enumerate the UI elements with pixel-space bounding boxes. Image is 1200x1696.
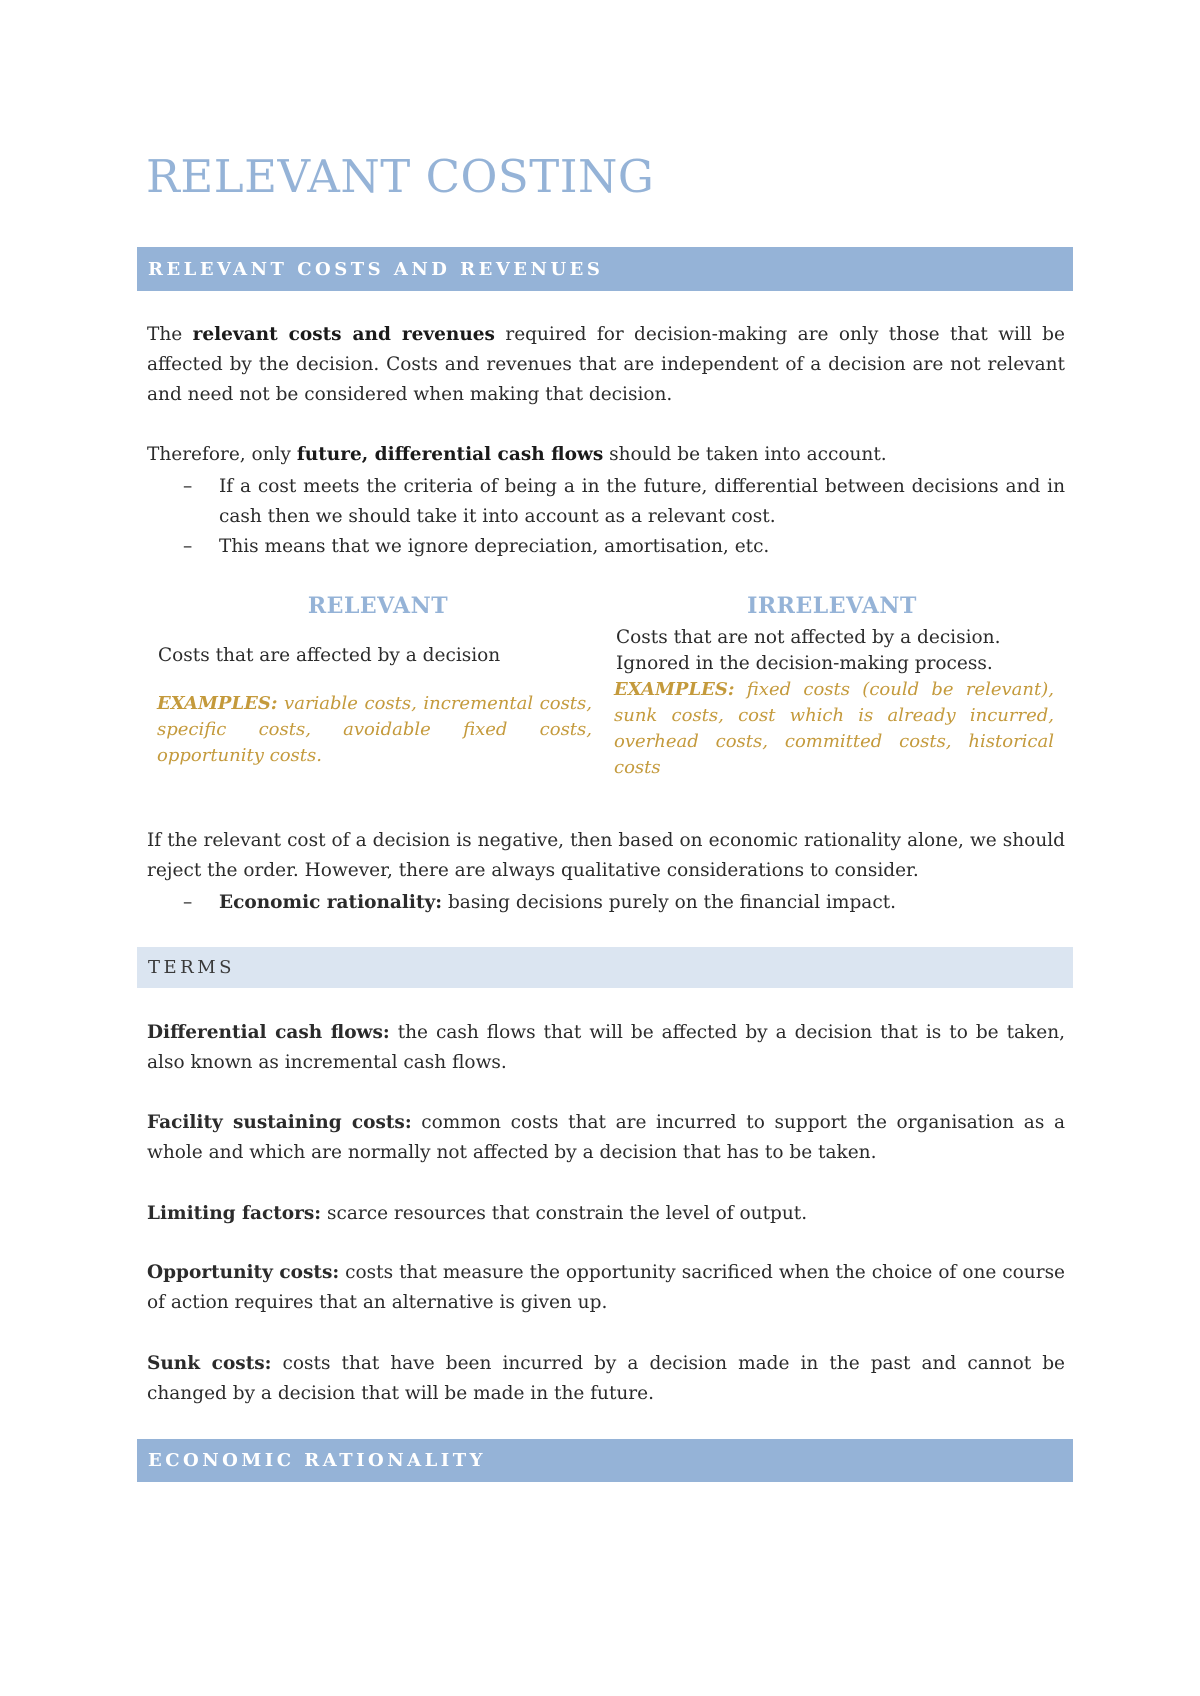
page-title: RELEVANT COSTING — [146, 150, 655, 203]
term-definition: scarce resources that constrain the level of output. — [321, 1203, 808, 1224]
term-limiting-factors — [147, 1199, 1065, 1229]
irrelevant-description-line: Ignored in the decision-making process. — [616, 653, 993, 674]
intro-text-end: required for decision-making are only those that will be affected by the decision. Costs and revenues that are independent of a decision are not relevant and need not be considered when making that decision. — [147, 324, 1065, 405]
bullet-bold-term: Economic rationality: — [219, 892, 443, 913]
term-differential-cash-flows — [147, 1018, 1065, 1078]
negative-cost-paragraph: If the relevant cost of a decision is negative, then based on economic rationality alone, we should reject the order. However, there are always qualitative considerations to consider. — [147, 830, 1065, 881]
terms-heading: TERMS — [137, 947, 1073, 988]
bullet-text: This means that we ignore depreciation, amortisation, etc. — [219, 536, 770, 557]
term-definition: the cash flows that will be affected by a decision that is to be taken, also known as incremental cash flows. — [147, 1022, 1065, 1073]
irrelevant-description-line: Costs that are not affected by a decision. — [616, 627, 1001, 648]
irrelevant-examples-label: EXAMPLES: — [614, 679, 735, 700]
therefore-bold-term: future, differential cash flows — [296, 444, 604, 465]
criteria-bullet-list — [147, 472, 1065, 562]
bullet-item — [147, 888, 1065, 918]
relevant-description: Costs that are affected by a decision — [158, 645, 501, 666]
bullet-text: If a cost meets the criteria of being a in the future, differential between decisions and in cash then we should take it into account as a relevant cost. — [219, 476, 1065, 527]
dash-marker: – — [183, 892, 193, 913]
relevant-examples — [157, 691, 592, 769]
dash-marker: – — [183, 536, 193, 557]
bullet-text: basing decisions purely on the financial impact. — [442, 892, 897, 913]
term-definition: common costs that are incurred to support the organisation as a whole and which are normally not affected by a decision that has to be taken. — [147, 1112, 1065, 1163]
term-definition: costs that have been incurred by a decision made in the past and cannot be changed by a decision that will be made in the future. — [147, 1353, 1065, 1404]
relevant-column-heading: RELEVANT — [307, 593, 449, 619]
economic-rationality-bullet-list — [147, 888, 1065, 918]
irrelevant-examples — [614, 677, 1054, 781]
section-heading-economic-rationality: ECONOMIC RATIONALITY — [137, 1439, 1073, 1482]
irrelevant-description — [616, 625, 1056, 677]
term-opportunity-costs — [147, 1258, 1065, 1318]
term-definition: costs that measure the opportunity sacrificed when the choice of one course of action requires that an alternative is given up. — [147, 1262, 1066, 1313]
term-label: Opportunity costs: — [147, 1262, 340, 1283]
term-label: Limiting factors: — [147, 1203, 322, 1224]
term-facility-sustaining-costs — [147, 1108, 1065, 1168]
bullet-item — [147, 532, 1065, 562]
therefore-text-end: should be taken into account. — [603, 444, 887, 465]
therefore-text-start: Therefore, only — [147, 444, 297, 465]
intro-text-start: The — [147, 324, 193, 345]
irrelevant-column-heading: IRRELEVANT — [747, 593, 917, 619]
term-sunk-costs — [147, 1349, 1065, 1409]
term-label: Facility sustaining costs: — [147, 1112, 412, 1133]
term-label: Differential cash flows: — [147, 1022, 390, 1043]
intro-paragraph — [147, 320, 1065, 410]
intro-bold-term: relevant costs and revenues — [192, 324, 495, 345]
term-label: Sunk costs: — [147, 1353, 272, 1374]
relevant-examples-label: EXAMPLES: — [157, 693, 278, 714]
bullet-item — [147, 472, 1065, 532]
dash-marker: – — [183, 476, 193, 497]
section-heading-relevant-costs: RELEVANT COSTS AND REVENUES — [137, 247, 1073, 291]
irrelevant-examples-text: fixed costs (could be relevant), sunk costs, cost which is already incurred, overhead costs, committed costs, historical costs — [614, 679, 1054, 778]
therefore-paragraph — [147, 440, 1065, 470]
relevant-examples-text: variable costs, incremental costs, specific costs, avoidable fixed costs, opportunity costs. — [157, 693, 592, 766]
